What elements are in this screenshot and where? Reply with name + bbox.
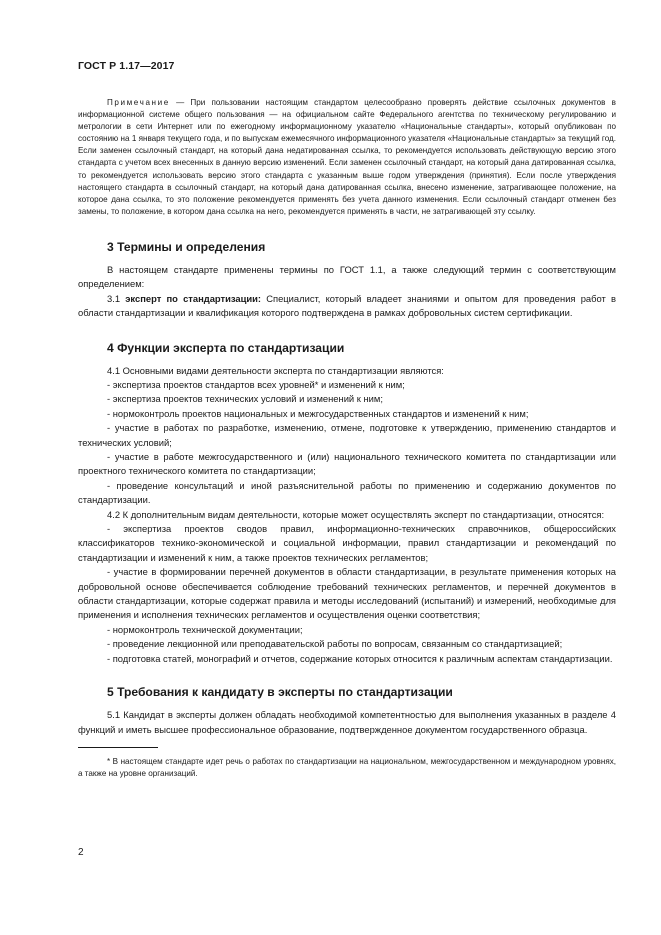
page-number: 2 [78,847,84,858]
section-4-paragraph: - экспертиза проектов стандартов всех уровней* и изменений к ним; [107,378,405,390]
section-4-paragraph: - участие в формировании перечней документов в области стандартизации, в результате применения которых на добровольной основе обеспечивается соблюдение требований технических регламентов, и перечней документов в области стандартизации, которые содержат правила и методы исследований (испытаний) и измерений, необходимые для применения и исполнения технических регламентов и осуществления оценки соответствия; [78,566,616,621]
section-4-paragraph: - проведение консультаций и иной разъяснительной работы по применению и содержанию документов по стандартизации. [78,479,616,506]
section-4-paragraph: - участие в работе межгосударственного и (или) национального технического комитета по стандартизации или проектного технического комитета по стандартизации; [78,451,616,477]
section-3-heading: 3 Термины и определения [107,239,266,254]
section-3-body [78,263,616,321]
section-4-paragraph: - нормоконтроль технической документации; [107,623,303,635]
section-4-paragraph: - участие в работах по разработке, изменению, отмене, подготовке к утверждению, применению стандартов и технических условий; [78,422,616,448]
section-4-paragraph: 4.1 Основными видами деятельности эксперта по стандартизации являются: [107,364,444,376]
section-5-body [78,708,616,737]
section-4-heading: 4 Функции эксперта по стандартизации [107,340,345,355]
section-5-paragraph: 5.1 Кандидат в эксперты должен обладать необходимой компетентностью для выполнения указанных в разделе 4 функций и иметь высшее профессиональное образование, подтвержденное документом государственного образца. [78,709,616,735]
term-definition [78,292,616,321]
section-4-paragraph: 4.2 К дополнительным видам деятельности, которые может осуществлять эксперт по стандартизации, относятся: [107,508,605,520]
term-definition-text: Специалист, который владеет знаниями и опытом для проведения работ в области стандартизации и квалификация которого подтверждена в рамках добровольных систем сертификации. [78,292,616,319]
section-5-heading: 5 Требования к кандидату в эксперты по стандартизации [107,685,453,700]
footnote: * В настоящем стандарте идет речь о работах по стандартизации на национальном, межгосударственном и международном уровнях, а также на уровне организаций. [78,756,616,778]
section-4-paragraph: - нормоконтроль проектов национальных и межгосударственных стандартов и изменений к ним; [107,407,529,419]
section-3-intro: В настоящем стандарте применены термины по ГОСТ 1.1, а также следующий термин с соответствующим определением: [78,263,616,290]
term-name: эксперт по стандартизации: [125,292,262,304]
references-note [78,97,616,218]
note-label: Примечание [107,98,170,107]
section-4-paragraph: - проведение лекционной или преподавательской работы по вопросам, связанным со стандартизацией; [107,638,563,650]
term-number: 3.1 [107,292,126,304]
section-4-paragraph: - экспертиза проектов технических условий и изменений к ним; [107,393,383,405]
note-text: — При пользовании настоящим стандартом целесообразно проверять действие ссылочных документов в информационной системе общего пользования — на официальном сайте Федерального агентства по техническому регулированию и метрологии в сети Интернет или по ежегодному информационному указателю «Национальные стандарты», который опубликован по состоянию на 1 января текущего года, и по выпускам ежемесячного информационного указателя «Национальные стандарты» за текущий год. Если заменен ссылочный стандарт, на который дана недатированная ссылка, то рекомендуется использовать действующую версию этого стандарта с учетом всех внесенных в данную версию изменений. Если заменен ссылочный стандарт, на который дана датированная ссылка, то рекомендуется использовать версию этого стандарта с указанным выше годом утверждения (принятия). Если после утверждения настоящего стандарта в ссылочный стандарт, на который дана датированная ссылка, внесено изменение, затрагивающее положение, на которое дана ссылка, то это положение рекомендуется применять без учета данного изменения. Если ссылочный стандарт отменен без замены, то положение, в котором дана ссылка на него, рекомендуется применять в части, не затрагивающей эту ссылку. [78,98,616,216]
standard-header: ГОСТ Р 1.17—2017 [78,60,175,72]
page-content [78,97,616,780]
section-4-body [78,364,616,667]
footnote-divider [78,747,158,748]
section-4-paragraph: - подготовка статей, монографий и отчетов, содержание которых относится к различным аспектам стандартизации. [107,652,613,664]
section-4-paragraph: - экспертиза проектов сводов правил, информационно-технических справочников, общероссийских классификаторов технико-экономической и социальной информации, правил стандартизации и рекомендаций по стандартизации и изменений к ним, а также проектов технических регламентов; [78,523,616,563]
